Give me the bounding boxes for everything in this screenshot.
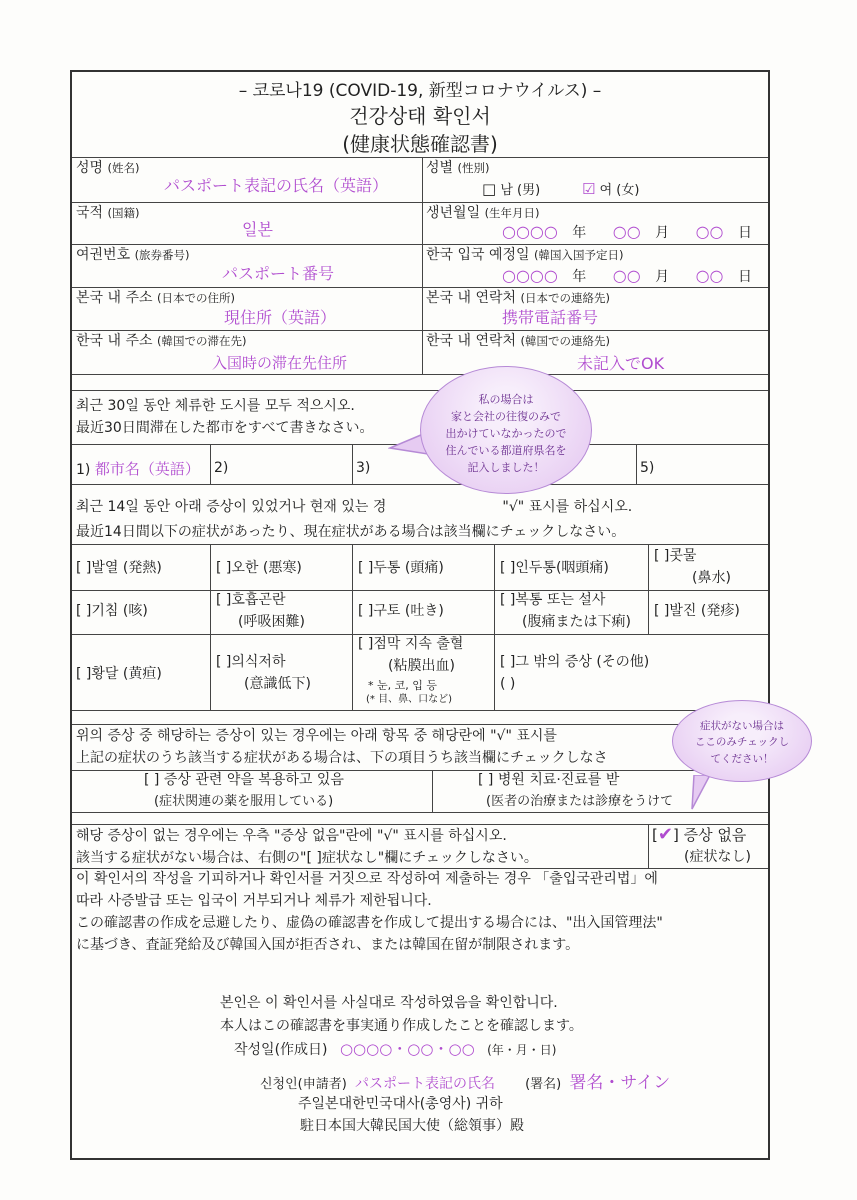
- symptom-jaundice[interactable]: [ ]황달 (黄疸): [76, 666, 162, 682]
- symptom-cough[interactable]: [ ]기침 (咳): [76, 603, 148, 619]
- symptom-consciousness[interactable]: [ ]의식저하: [216, 654, 286, 670]
- symptom-headache[interactable]: [ ]두통 (頭痛): [358, 560, 444, 576]
- nationality-label: 국적 (国籍): [76, 205, 140, 221]
- birth-date-value[interactable]: ○○○○ 年 ○○ 月 ○○ 日: [502, 222, 752, 241]
- symptom-runny-nose-jp: (鼻水): [692, 570, 731, 586]
- symptom-stomach-jp: (腹痛または下痢): [522, 614, 631, 630]
- warning-jp-1: この確認書の作成を忌避したり、虚偽の確認書を作成して提出する場合には、"出入国管理法": [76, 915, 663, 931]
- female-checkbox-icon: ☑: [582, 180, 596, 198]
- addressee-kr: 주일본대한민국대사(총영사) 귀하: [298, 1096, 503, 1112]
- followup-instruction-jp: 上記の症状のうち該当する症状がある場合は、下の項目うち該当欄にチェックしなさ: [76, 750, 608, 766]
- name-value[interactable]: パスポート表記の氏名（英語）: [164, 176, 389, 195]
- home-address-label: 본국 내 주소 (日本での住所): [76, 290, 235, 306]
- home-contact-label: 본국 내 연락처 (日本での連絡先): [426, 290, 610, 306]
- no-symptom-instruction-kr: 해당 증상이 없는 경우에는 우측 "증상 없음"란에 "√" 표시를 하십시오.: [76, 828, 507, 844]
- bubble-2-tail: [688, 775, 718, 815]
- male-checkbox-icon: □: [482, 180, 497, 198]
- symptoms-instruction-jp: 最近14日間以下の症状があったり、現在症状がある場合は該当欄にチェックしなさい。: [76, 524, 626, 540]
- sex-female-option[interactable]: ☑ 여 (女): [582, 180, 640, 198]
- name-label: 성명 (姓名): [76, 160, 140, 176]
- korea-contact-value[interactable]: 未記入でOK: [577, 354, 665, 373]
- passport-label: 여권번호 (旅券番号): [76, 247, 190, 263]
- symptom-chill[interactable]: [ ]오한 (悪寒): [216, 560, 302, 576]
- form-title-japanese: (健康状態確認書): [342, 132, 498, 156]
- confirm-statement-kr: 본인은 이 확인서를 사실대로 작성하였음을 확인합니다.: [220, 995, 558, 1011]
- no-symptom-note-bubble: 症状がない場合は ここのみチェックし てください！: [672, 700, 812, 782]
- cities-instruction-jp: 最近30日間滞在した都市をすべて書きなさい。: [76, 420, 374, 436]
- form-subtitle: – 코로나19 (COVID-19, 新型コロナウイルス) –: [238, 81, 602, 101]
- symptom-fever[interactable]: [ ]발열 (発熱): [76, 560, 162, 576]
- signature: 署名・サイン: [569, 1073, 671, 1093]
- warning-kr-2: 따라 사증발급 또는 입국이 거부되거나 체류가 제한됩니다.: [76, 893, 432, 909]
- sex-male-option[interactable]: □ 남 (男): [482, 180, 541, 198]
- symptom-mucosal-note-jp: (* 目、鼻、口など): [366, 694, 452, 705]
- symptom-other[interactable]: [ ]그 밖의 증상 (その他): [500, 654, 650, 670]
- followup-hospital-jp: (医者の治療または診療をうけて: [486, 794, 674, 809]
- symptom-mucosal-jp: (粘膜出血): [388, 658, 455, 674]
- symptom-consciousness-jp: (意識低下): [244, 676, 311, 692]
- entry-date-value[interactable]: ○○○○ 年 ○○ 月 ○○ 日: [502, 266, 752, 285]
- symptom-vomit[interactable]: [ ]구토 (吐き): [358, 603, 444, 619]
- korea-address-value[interactable]: 入国時の滞在先住所: [212, 354, 348, 372]
- warning-kr-1: 이 확인서의 작성을 기피하거나 확인서를 거짓으로 작성하여 제출하는 경우 「출입국관리법」에: [76, 871, 658, 887]
- check-mark-icon: ✔: [657, 824, 673, 845]
- followup-medication[interactable]: [ ] 증상 관련 약을 복용하고 있음: [144, 772, 344, 788]
- followup-instruction-kr: 위의 증상 중 해당하는 증상이 있는 경우에는 아래 항목 중 해당란에 "√" 표시를: [76, 728, 557, 744]
- korea-address-label: 한국 내 주소 (韓国での滞在先): [76, 333, 247, 349]
- symptom-sore-throat[interactable]: [ ]인두통(咽頭痛): [500, 560, 609, 576]
- symptom-mucosal-note-kr: * 눈, 코, 입 등: [368, 679, 437, 692]
- created-date[interactable]: 작성일(作成日) ○○○○・○○・○○ (年・月・日): [234, 1040, 557, 1058]
- sex-label: 성별 (性別): [426, 160, 490, 176]
- city-5-cell[interactable]: 5): [640, 460, 655, 476]
- home-address-value[interactable]: 現住所（英語）: [224, 308, 337, 327]
- city-3-cell[interactable]: 3): [356, 460, 371, 476]
- form-title-korean: 건강상태 확인서: [349, 104, 491, 128]
- symptom-runny-nose[interactable]: [ ]콧물: [654, 548, 697, 564]
- warning-jp-2: に基づき、査証発給及び韓国入国が拒否され、または韓国在留が制限されます。: [76, 937, 580, 953]
- symptom-stomach[interactable]: [ ]복통 또는 설사: [500, 592, 606, 608]
- birth-label: 생년월일 (生年月日): [426, 205, 540, 221]
- applicant-line[interactable]: 신청인(申請者) パスポート表記の氏名 (署名) 署名・サイン: [260, 1073, 671, 1093]
- symptom-breathing[interactable]: [ ]호흡곤란: [216, 592, 286, 608]
- addressee-jp: 駐日本国大韓民国大使（総領事）殿: [300, 1118, 524, 1134]
- symptom-rash[interactable]: [ ]발진 (発疹): [654, 603, 740, 619]
- entry-date-label: 한국 입국 예정일 (韓国入国予定日): [426, 247, 624, 263]
- health-status-form: [70, 70, 770, 1160]
- symptom-mucosal[interactable]: [ ]점막 지속 출혈: [358, 636, 464, 652]
- city-1-cell[interactable]: 1) 都市名（英語）: [76, 460, 200, 478]
- no-symptom-label-jp: (症状なし): [684, 849, 751, 865]
- confirm-statement-jp: 本人はこの確認書を事実通り作成したことを確認します。: [220, 1018, 583, 1034]
- korea-contact-label: 한국 내 연락처 (韓国での連絡先): [426, 333, 610, 349]
- city-2-cell[interactable]: 2): [214, 460, 229, 476]
- nationality-value[interactable]: 일본: [242, 220, 273, 239]
- home-contact-value[interactable]: 携帯電話番号: [502, 308, 599, 327]
- cities-note-bubble: 私の場合は 家と会社の往復のみで 出かけていなかったので 住んでいる都道府県名を 記入しました！: [420, 366, 592, 494]
- cities-instruction-kr: 최근 30일 동안 체류한 도시를 모두 적으시오.: [76, 398, 355, 414]
- no-symptom-checkbox[interactable]: [✔] 증상 없음: [652, 824, 747, 845]
- symptom-breathing-jp: (呼吸困難): [238, 614, 305, 630]
- symptoms-instruction-kr: 최근 14일 동안 아래 증상이 있었거나 현재 있는 경 "√" 표시를 하십시오.: [76, 499, 633, 515]
- passport-value[interactable]: パスポート番号: [222, 264, 335, 283]
- followup-medication-jp: (症状関連の薬を服用している): [154, 794, 334, 809]
- no-symptom-instruction-jp: 該当する症状がない場合は、右側の"[ ]症状なし"欄にチェックしなさい。: [76, 850, 538, 866]
- followup-hospital[interactable]: [ ] 병원 치료·진료를 받: [478, 772, 620, 788]
- symptom-other-input[interactable]: ( ): [500, 676, 516, 692]
